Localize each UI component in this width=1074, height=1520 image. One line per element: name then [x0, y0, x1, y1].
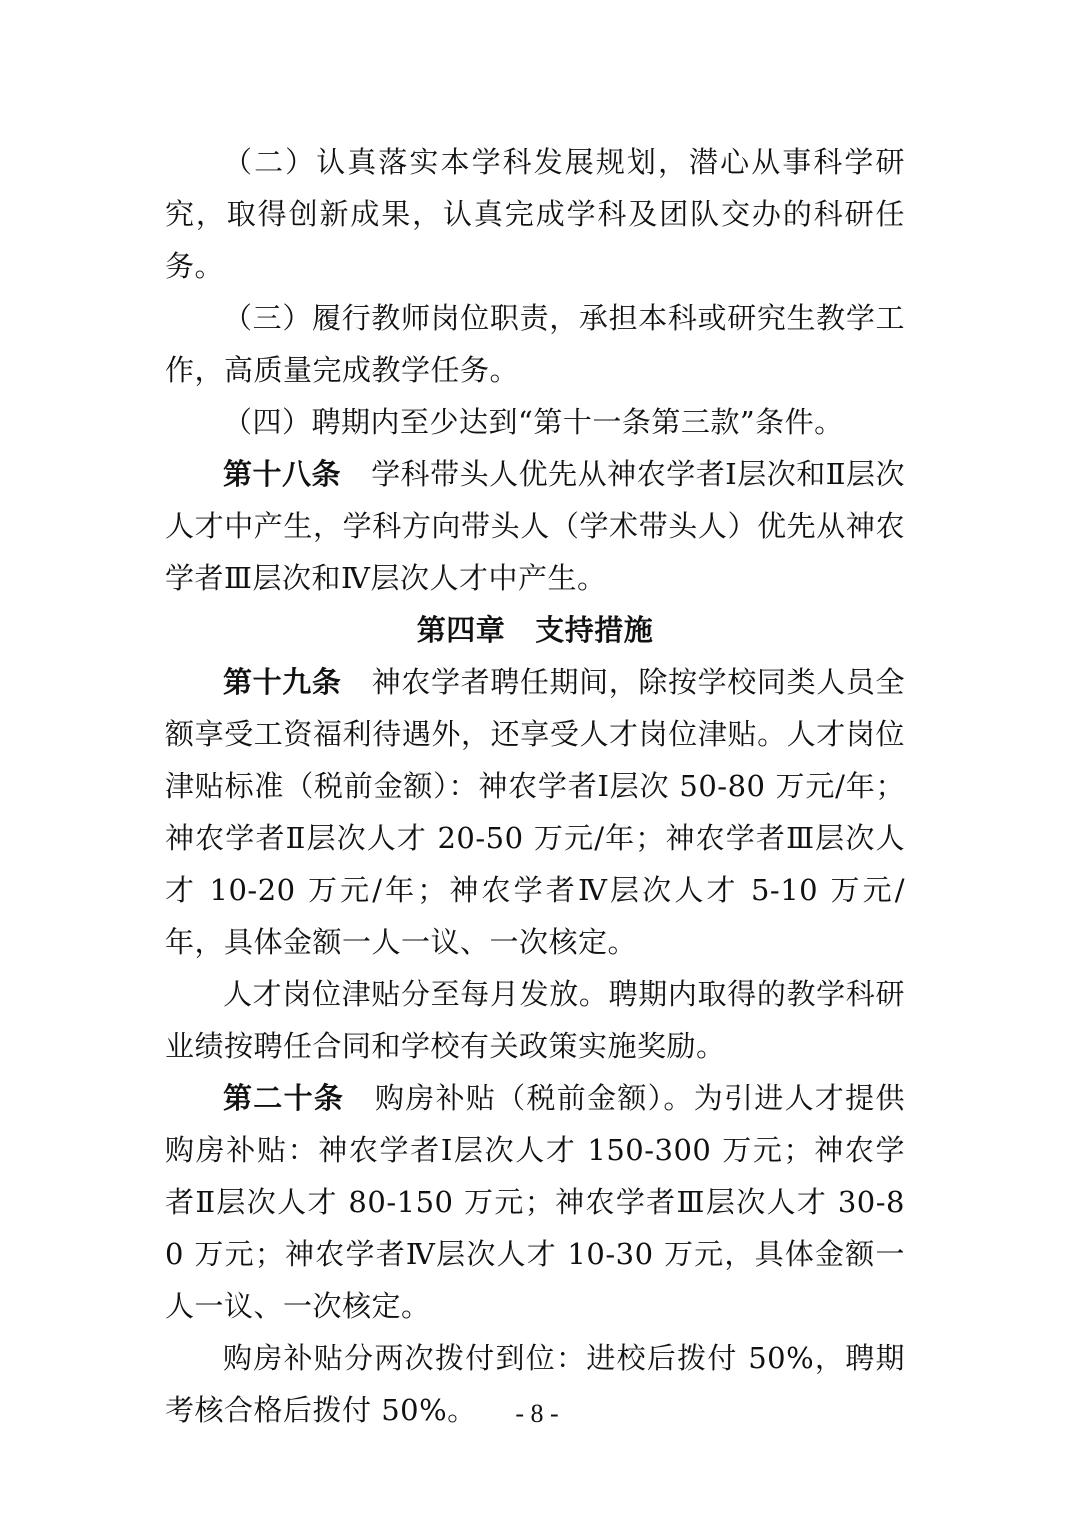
paragraph-item-2	[165, 136, 905, 292]
article-19	[165, 656, 905, 968]
paragraph-item-3	[165, 292, 905, 396]
article-label: 第十九条	[223, 665, 342, 699]
paragraph-text: 购房补贴分两次拨付到位：进校后拨付 50%，聘期考核合格后拨付 50%。	[165, 1341, 905, 1427]
article-20	[165, 1072, 905, 1332]
paragraph-item-4	[165, 396, 905, 448]
paragraph-text: （二）认真落实本学科发展规划，潜心从事科学研究，取得创新成果，认真完成学科及团队交办的科研任务。	[165, 145, 905, 283]
article-text: 学科带头人优先从神农学者Ⅰ层次和Ⅱ层次人才中产生，学科方向带头人（学术带头人）优先从神农学者Ⅲ层次和Ⅳ层次人才中产生。	[165, 457, 905, 595]
article-label: 第十八条	[223, 457, 342, 491]
paragraph-text: 人才岗位津贴分至每月发放。聘期内取得的教学科研业绩按聘任合同和学校有关政策实施奖励。	[165, 977, 905, 1063]
paragraph-allowance-payment	[165, 968, 905, 1072]
article-18	[165, 448, 905, 604]
chapter-heading	[165, 604, 905, 656]
article-text: 购房补贴（税前金额）。为引进人才提供购房补贴：神农学者Ⅰ层次人才 150-300 万元；神农学者Ⅱ层次人才 80-150 万元；神农学者Ⅲ层次人才 30-80 万元；神农学者Ⅳ层次人才 10-30 万元，具体金额一人一议、一次核定。	[165, 1081, 905, 1323]
paragraph-text: （四）聘期内至少达到“第十一条第三款”条件。	[223, 405, 844, 439]
page-number: - 8 -	[515, 1399, 559, 1428]
article-text: 神农学者聘任期间，除按学校同类人员全额享受工资福利待遇外，还享受人才岗位津贴。人才岗位津贴标准（税前金额）：神农学者Ⅰ层次 50-80 万元/年；神农学者Ⅱ层次人才 20-50 万元/年；神农学者Ⅲ层次人才 10-20 万元/年；神农学者Ⅳ层次人才 5-10 万元/年，具体金额一人一议、一次核定。	[165, 665, 905, 959]
document-body	[165, 136, 905, 1436]
chapter-number: 第四章	[416, 613, 506, 647]
chapter-title: 支持措施	[535, 613, 654, 647]
paragraph-text: （三）履行教师岗位职责，承担本科或研究生教学工作，高质量完成教学任务。	[165, 301, 905, 387]
article-label: 第二十条	[223, 1081, 345, 1115]
